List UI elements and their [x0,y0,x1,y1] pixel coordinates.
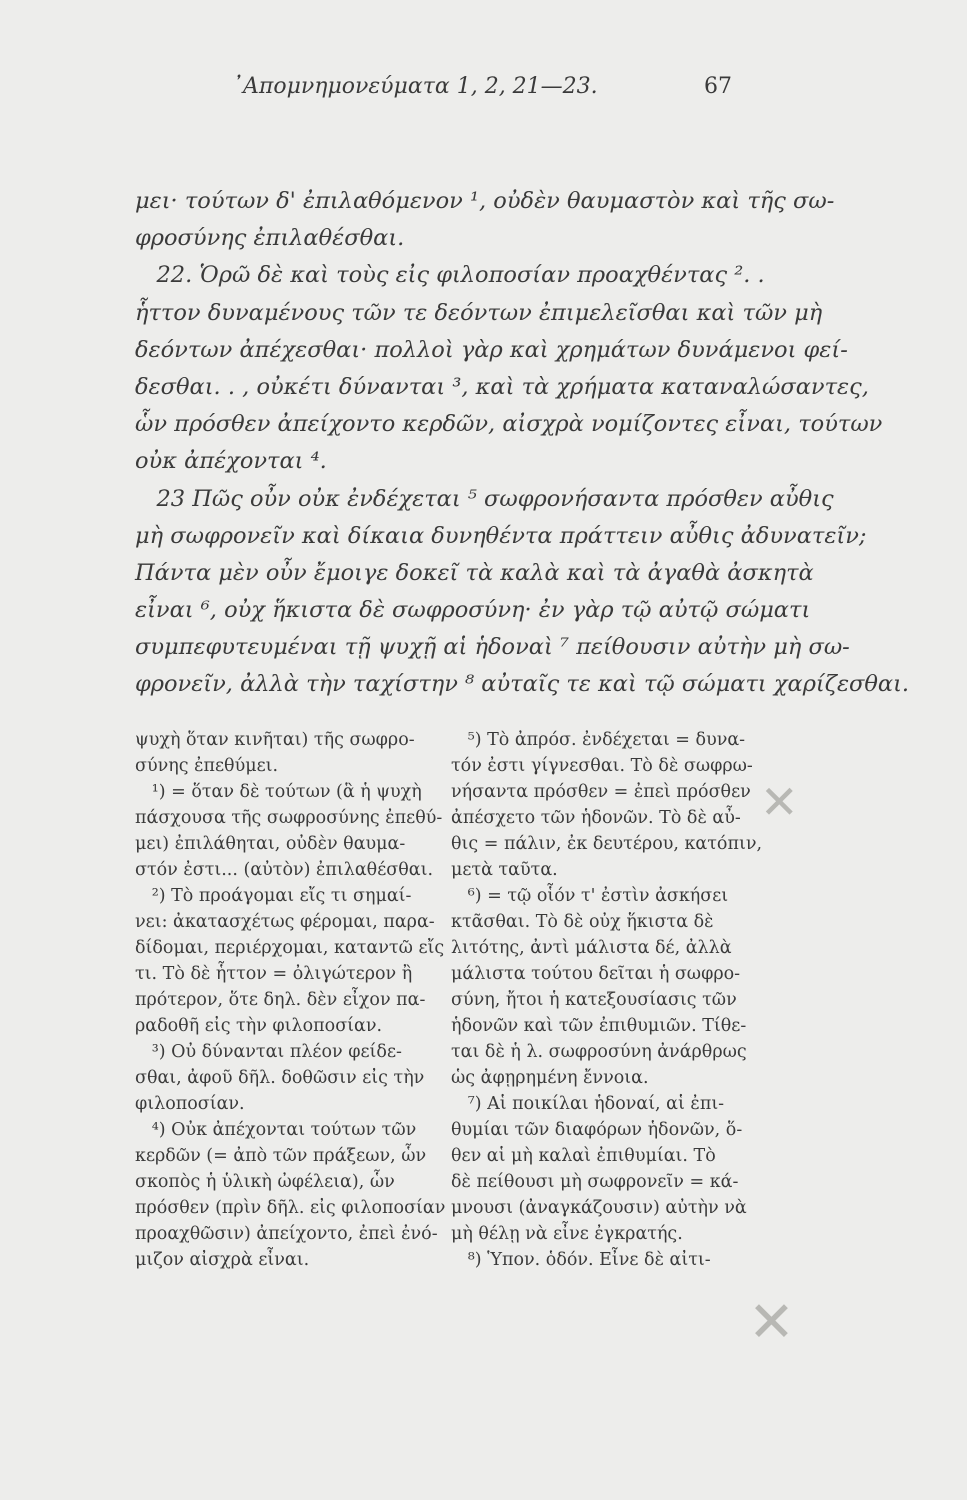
text-line: μὴ σωφρονεῖν καὶ δίκαια δυνηθέντα πράττειν αὖθις ἀδυνατεῖν; [135,522,867,549]
footnote-line: σύνης ἐπεθύμει. [135,756,279,776]
text-line: οὐκ ἀπέχονται ⁴. [135,448,327,475]
footnote-line: ⁸) Ὑπον. ὁδόν. Εἶνε δὲ αἰτι- [451,1250,711,1270]
page-number: 67 [704,74,732,99]
footnote-line: ὡς ἀφῃρημένη ἔννοια. [451,1068,649,1088]
footnote-line: κερδῶν (= ἀπὸ τῶν πράξεων, ὧν [135,1146,427,1166]
footnote-line: ³) Οὐ δύνανται πλέον φείδε- [135,1042,402,1062]
footnote-line: πάσχουσα τῆς σωφροσύνης ἐπεθύ- [135,808,443,828]
running-header [232,74,732,104]
text-line: 22. Ὁρῶ δὲ καὶ τοὺς εἰς φιλοποσίαν προαχθέντας ². . [135,262,765,289]
text-line: φρονεῖν, ἀλλὰ τὴν ταχίστην ⁸ αὐταῖς τε καὶ τῷ σώματι χαρίζεσθαι. [135,671,910,698]
footnote-line: πρόσθεν (πρὶν δῆλ. εἰς φιλοποσίαν [135,1198,446,1218]
footnote-line: στόν ἐστι... (αὐτὸν) ἐπιλαθέσθαι. [135,860,434,880]
footnote-line: ²) Τὸ προάγομαι εἴς τι σημαί- [135,886,412,906]
footnote-line: μετὰ ταῦτα. [451,860,558,880]
footnote-line: σύνη, ἤτοι ἡ κατεξουσίασις τῶν [451,990,737,1010]
footnote-line: δίδομαι, περιέρχομαι, καταντῶ εἴς [135,938,445,958]
footnote-line: λιτότης, ἀντὶ μάλιστα δέ, ἀλλὰ [451,938,732,958]
footnote-line: τόν ἐστι γίγνεσθαι. Τὸ δὲ σωφρω- [451,756,753,776]
footnote-line: ⁷) Αἱ ποικίλαι ἡδοναί, αἱ ἐπι- [451,1094,725,1114]
text-line: εἶναι ⁶, οὐχ ἥκιστα δὲ σωφροσύνη· ἐν γὰρ τῷ αὐτῷ σώματι [135,597,811,624]
footnotes-left-column [135,727,446,1273]
footnote-line: μνουσι (ἀναγκάζουσιν) αὐτὴν νὰ [451,1198,747,1218]
header-title: ᾿Απομνημονεύματα 1, 2, 21—23. [232,74,598,99]
text-line: φροσύνης ἐπιλαθέσθαι. [135,225,405,252]
footnote-line: φιλοποσίαν. [135,1094,245,1114]
text-line: μει· τούτων δ' ἐπιλαθόμενον ¹, οὐδὲν θαυμαστὸν καὶ τῆς σω- [135,188,835,214]
footnote-line: μὴ θέλῃ νὰ εἶνε ἐγκρατής. [451,1224,683,1244]
footnote-line: ται δὲ ἡ λ. σωφροσύνη ἀνάρθρως [451,1042,747,1062]
footnote-line: νήσαντα πρόσθεν = ἐπεὶ πρόσθεν [451,782,751,802]
footnote-line: ἡδονῶν καὶ τῶν ἐπιθυμιῶν. Τίθε- [451,1016,747,1036]
text-line: 23 Πῶς οὖν οὐκ ἐνδέχεται ⁵ σωφρονήσαντα πρόσθεν αὖθις [135,485,834,512]
footnote-line: σθαι, ἀφοῦ δῆλ. δοθῶσιν εἰς τὴν [135,1068,425,1088]
footnote-line: θυμίαι τῶν διαφόρων ἡδονῶν, ὅ- [451,1120,743,1140]
footnote-line: κτᾶσθαι. Τὸ δὲ οὐχ ἥκιστα δὲ [451,912,714,932]
footnote-line: νει: ἀκατασχέτως φέρομαι, παρα- [135,912,435,932]
footnote-line: ψυχὴ ὅταν κινῆται) τῆς σωφρο- [135,730,415,750]
text-line: συμπεφυτευμέναι τῇ ψυχῇ αἱ ἡδοναὶ ⁷ πείθουσιν αὐτὴν μὴ σω- [135,634,850,661]
footnote-line: ⁴) Οὐκ ἀπέχονται τούτων τῶν [135,1120,417,1140]
footnote-line: ¹) = ὅταν δὲ τούτων (ἃ ἡ ψυχὴ [135,782,422,802]
footnote-line: πρότερον, ὅτε δηλ. δὲν εἶχον πα- [135,990,426,1010]
footnote-line: δὲ πείθουσι μὴ σωφρονεῖν = κά- [451,1172,739,1192]
footnote-line: θις = πάλιν, ἐκ δευτέρου, κατόπιν, [451,834,763,854]
footnote-line: μάλιστα τούτου δεῖται ἡ σωφρο- [451,964,741,984]
footnote-line: προαχθῶσιν) ἀπείχοντο, ἐπεὶ ἐνό- [135,1224,438,1244]
pencil-mark-icon: ✕ [748,1290,795,1355]
footnote-line: μιζον αἰσχρὰ εἶναι. [135,1250,310,1270]
text-line: δεσθαι. . , οὐκέτι δύνανται ³, καὶ τὰ χρήματα καταναλώσαντες, [135,373,869,400]
footnotes-right-column [451,727,763,1273]
text-line: ὧν πρόσθεν ἀπείχοντο κερδῶν, αἰσχρὰ νομίζοντες εἶναι, τούτων [135,411,883,438]
footnote-line: ἀπέσχετο τῶν ἡδονῶν. Τὸ δὲ αὖ- [451,808,741,828]
main-text [135,183,910,704]
footnote-line: θεν αἱ μὴ καλαὶ ἐπιθυμίαι. Τὸ [451,1146,716,1166]
footnote-line: τι. Τὸ δὲ ἧττον = ὀλιγώτερον ἢ [135,964,413,984]
footnote-line: ραδοθῆ εἰς τὴν φιλοποσίαν. [135,1016,383,1036]
text-line: Πάντα μὲν οὖν ἔμοιγε δοκεῖ τὰ καλὰ καὶ τὰ ἀγαθὰ ἀσκητὰ [135,559,814,586]
footnote-line: ⁶) = τῷ οἷόν τ' ἐστὶν ἀσκήσει [451,886,729,906]
footnote-line: σκοπὸς ἡ ὑλικὴ ὠφέλεια), ὧν [135,1172,395,1192]
text-line: δεόντων ἀπέχεσθαι· πολλοὶ γὰρ καὶ χρημάτων δυνάμενοι φεί- [135,336,848,363]
text-line: ἧττον δυναμένους τῶν τε δεόντων ἐπιμελεῖσθαι καὶ τῶν μὴ [135,299,823,326]
footnote-line: μει) ἐπιλάθηται, οὐδὲν θαυμα- [135,834,406,854]
footnote-line: ⁵) Τὸ ἀπρόσ. ἐνδέχεται = δυνα- [451,730,746,750]
pencil-mark-icon: ✕ [760,775,799,829]
